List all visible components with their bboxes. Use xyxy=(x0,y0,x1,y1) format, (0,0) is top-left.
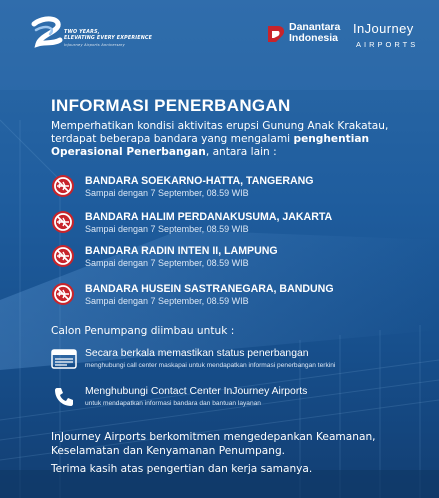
injourney-text: InJourney xyxy=(353,21,414,36)
airport-item xyxy=(51,210,401,236)
page-title: INFORMASI PENERBANGAN xyxy=(51,96,291,115)
intro-text xyxy=(51,120,391,159)
recommendation-item xyxy=(51,386,401,418)
recommendation-sub: menghubungi call center maskapai untuk mendapatkan informasi penerbangan terkini xyxy=(85,362,336,369)
injourney-wordmark xyxy=(353,22,418,52)
commitment-text: InJourney Airports berkomitmen mengedepankan Keamanan, Keselamatan dan Kenyamanan Penumpang. xyxy=(51,431,376,457)
airport-until: Sampai dengan 7 September, 08.59 WIB xyxy=(85,188,249,198)
airport-name: BANDARA RADIN INTEN II, LAMPUNG xyxy=(85,245,278,257)
intro-bold: penghentian Operasional Penerbangan xyxy=(51,133,370,158)
callon-heading: Calon Penumpang diimbau untuk : xyxy=(51,325,235,337)
danantara-logo-icon xyxy=(266,22,288,44)
no-flight-icon xyxy=(51,244,75,268)
recommendation-main: Secara berkala memastikan status penerbangan xyxy=(85,348,309,359)
danantara-line2: Indonesia xyxy=(289,31,339,44)
danantara-wordmark xyxy=(289,22,340,43)
airport-name: BANDARA SOEKARNO-HATTA, TANGERANG xyxy=(85,175,314,187)
airport-name: BANDARA HALIM PERDANAKUSUMA, JAKARTA xyxy=(85,211,333,223)
airport-until: Sampai dengan 7 September, 08.59 WIB xyxy=(85,224,249,234)
intro-part1: Memperhatikan kondisi aktivitas erupsi Gunung Anak Krakatau, terdapat beberapa bandara yang mengalami xyxy=(51,120,389,145)
airport-item xyxy=(51,244,401,270)
airport-until: Sampai dengan 7 September, 08.59 WIB xyxy=(85,296,249,306)
thanks-text: Terima kasih atas pengertian dan kerja samanya. xyxy=(51,463,313,475)
no-flight-icon xyxy=(51,282,75,306)
flight-board-icon xyxy=(51,348,77,370)
airport-item xyxy=(51,282,401,308)
recommendation-item xyxy=(51,348,401,380)
phone-icon xyxy=(51,386,77,408)
no-flight-icon xyxy=(51,174,75,198)
recommendation-main: Menghubungi Contact Center InJourney Airports xyxy=(85,386,308,397)
anniversary-line1: TWO YEARS, xyxy=(64,30,100,35)
airport-name: BANDARA HUSEIN SASTRANEGARA, BANDUNG xyxy=(85,283,334,295)
airports-text: AIRPORTS xyxy=(356,40,419,49)
anniversary-line2: ELEVATING EVERY EXPERIENCE xyxy=(64,36,153,41)
no-flight-icon xyxy=(51,210,75,234)
airport-until: Sampai dengan 7 September, 08.59 WIB xyxy=(85,258,249,268)
danantara-line1: Danantara xyxy=(289,21,341,33)
anniversary-sub: InJourney Airports Anniversary xyxy=(64,43,125,47)
intro-part2: , antara lain : xyxy=(205,146,277,158)
airport-item xyxy=(51,174,401,200)
anniversary-text xyxy=(64,30,152,48)
recommendation-sub: untuk mendapatkan informasi bandara dan bantuan layanan xyxy=(85,400,261,407)
